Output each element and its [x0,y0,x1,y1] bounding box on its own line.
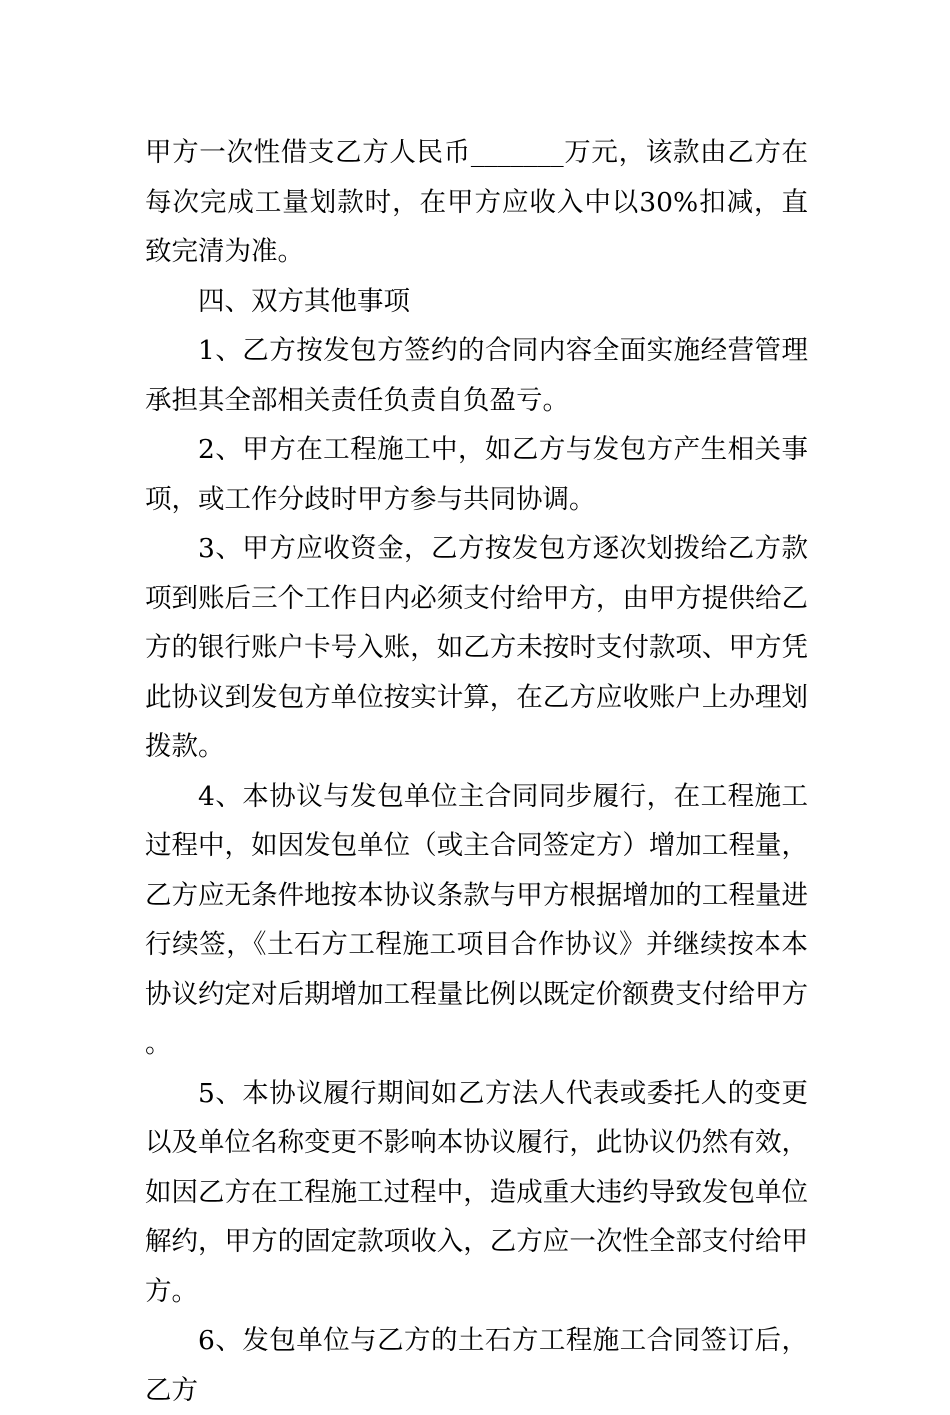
paragraph-item-6: 6、发包单位与乙方的土石方工程施工合同签订后，乙方 [145,1325,808,1406]
paragraph-item-3: 3、甲方应收资金，乙方按发包方逐次划拨给乙方款项到账后三个工作日内必须支付给甲方，由甲方提供给乙方的银行账户卡号入账，如乙方未按时支付款项、甲方凭此协议到发包方单位按实计算，在乙方应收账户上办理划拨款。 [145,533,808,762]
paragraph-loan-clause: 甲方一次性借支乙方人民币_______万元，该款由乙方在每次完成工量划款时，在甲方应收入中以30%扣减，直致完清为准。 [145,137,808,267]
paragraph-item-2: 2、甲方在工程施工中，如乙方与发包方产生相关事项，或工作分歧时甲方参与共同协调。 [145,434,808,515]
paragraph-item-1: 1、乙方按发包方签约的合同内容全面实施经营管理承担其全部相关责任负责自负盈亏。 [145,335,808,416]
paragraph-item-4: 4、本协议与发包单位主合同同步履行，在工程施工过程中，如因发包单位（或主合同签定方）增加工程量，乙方应无条件地按本协议条款与甲方根据增加的工程量进行续签，《土石方工程施工项目合作协议》并继续按本本协议约定对后期增加工程量比例以既定价额费支付给甲方。 [145,780,808,1059]
document-page [145,128,808,1415]
paragraph-item-5: 5、本协议履行期间如乙方法人代表或委托人的变更以及单位名称变更不影响本协议履行，此协议仍然有效，如因乙方在工程施工过程中，造成重大违约导致发包单位解约，甲方的固定款项收入，乙方应一次性全部支付给甲方。 [145,1077,808,1307]
section-heading-other-matters: 四、双方其他事项 [198,285,410,317]
